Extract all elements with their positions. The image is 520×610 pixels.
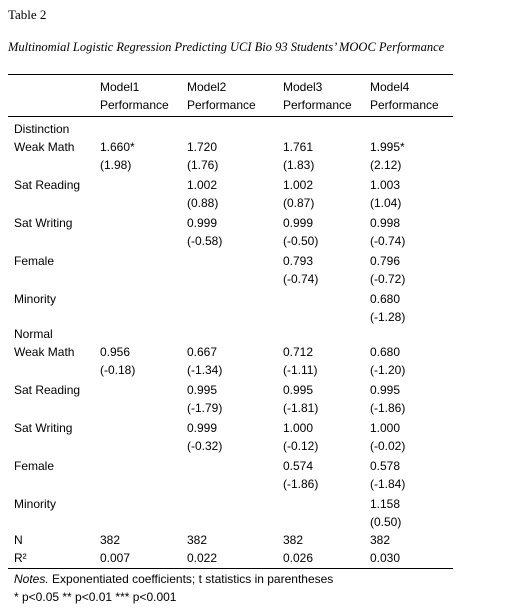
coefficient-cell: 1.002 [283,178,314,192]
coefficient-cell: 0.995 [370,383,401,397]
row-label: Weak Math [14,140,75,154]
coefficient-cell: 0.995 [187,383,218,397]
row-label: Minority [14,497,57,511]
row-label: Sat Reading [14,383,81,397]
coefficient-cell: 1.000 [370,421,401,435]
t-statistic-cell: (-0.74) [370,234,406,248]
column-header-performance: Performance [100,98,169,112]
coefficient-cell: 0.995 [283,383,314,397]
t-statistic-cell: (-0.72) [370,272,406,286]
coefficient-cell: 0.680 [370,292,401,306]
column-header-performance: Performance [283,98,352,112]
coefficient-cell: 1.995* [370,140,405,154]
t-statistic-cell: (-0.50) [283,234,319,248]
row-label: Sat Writing [14,421,73,435]
column-header-performance: Performance [370,98,439,112]
t-statistic-cell: (0.50) [370,515,402,529]
coefficient-cell: 0.578 [370,459,401,473]
t-statistic-cell: (1.98) [100,158,132,172]
coefficient-cell: 1.158 [370,497,401,511]
significance-note: * p<0.05 ** p<0.01 *** p<0.001 [14,590,177,604]
stat-value: 382 [283,533,304,547]
coefficient-cell: 0.998 [370,216,401,230]
coefficient-cell: 0.574 [283,459,314,473]
coefficient-cell: 0.793 [283,254,314,268]
row-label: Weak Math [14,345,75,359]
table-notes [14,572,333,586]
column-header-model: Model1 [100,80,140,94]
coefficient-cell: 0.680 [370,345,401,359]
t-statistic-cell: (0.87) [283,196,315,210]
row-label: Female [14,254,55,268]
t-statistic-cell: (-1.81) [283,401,319,415]
stat-value: 0.022 [187,551,218,565]
group-heading: Distinction [14,122,70,136]
top-rule [8,74,453,75]
table-caption: Multinomial Logistic Regression Predicting UCI Bio 93 Students’ MOOC Performance [8,40,445,54]
t-statistic-cell: (-1.11) [283,363,318,377]
stat-value: 0.030 [370,551,401,565]
t-statistic-cell: (-1.79) [187,401,223,415]
table-label: Table 2 [8,7,47,22]
row-label: Sat Reading [14,178,81,192]
t-statistic-cell: (-0.18) [100,363,136,377]
stat-value: 382 [187,533,208,547]
stat-value: 382 [370,533,391,547]
t-statistic-cell: (-0.02) [370,439,406,453]
coefficient-cell: 0.999 [187,216,218,230]
coefficient-cell: 1.000 [283,421,314,435]
t-statistic-cell: (-0.32) [187,439,223,453]
column-header-model: Model3 [283,80,323,94]
stat-value: 0.026 [283,551,314,565]
stat-value: 0.007 [100,551,131,565]
t-statistic-cell: (-1.86) [283,477,319,491]
stat-label: N [14,533,23,547]
coefficient-cell: 0.999 [187,421,218,435]
t-statistic-cell: (-1.28) [370,310,406,324]
coefficient-cell: 1.660* [100,140,135,154]
t-statistic-cell: (-0.58) [187,234,223,248]
row-label: Minority [14,292,57,306]
t-statistic-cell: (-1.86) [370,401,406,415]
t-statistic-cell: (2.12) [370,158,402,172]
header-rule [8,116,453,117]
coefficient-cell: 0.667 [187,345,218,359]
coefficient-cell: 0.999 [283,216,314,230]
row-label: Sat Writing [14,216,73,230]
t-statistic-cell: (1.83) [283,158,315,172]
t-statistic-cell: (1.76) [187,158,219,172]
t-statistic-cell: (-1.20) [370,363,406,377]
t-statistic-cell: (1.04) [370,196,402,210]
coefficient-cell: 0.796 [370,254,401,268]
stat-value: 382 [100,533,121,547]
coefficient-cell: 0.712 [283,345,314,359]
notes-text: Exponentiated coefficients; t statistics in parentheses [48,572,334,586]
t-statistic-cell: (-0.74) [283,272,319,286]
t-statistic-cell: (-1.34) [187,363,223,377]
coefficient-cell: 0.956 [100,345,131,359]
column-header-model: Model2 [187,80,227,94]
stat-label: R² [14,551,27,565]
row-label: Female [14,459,55,473]
group-heading: Normal [14,327,53,341]
coefficient-cell: 1.720 [187,140,218,154]
notes-label: Notes. [14,572,49,586]
t-statistic-cell: (-1.84) [370,477,406,491]
column-header-performance: Performance [187,98,256,112]
column-header-model: Model4 [370,80,410,94]
t-statistic-cell: (0.88) [187,196,219,210]
t-statistic-cell: (-0.12) [283,439,319,453]
coefficient-cell: 1.003 [370,178,401,192]
bottom-rule [8,568,453,569]
coefficient-cell: 1.761 [283,140,314,154]
coefficient-cell: 1.002 [187,178,218,192]
